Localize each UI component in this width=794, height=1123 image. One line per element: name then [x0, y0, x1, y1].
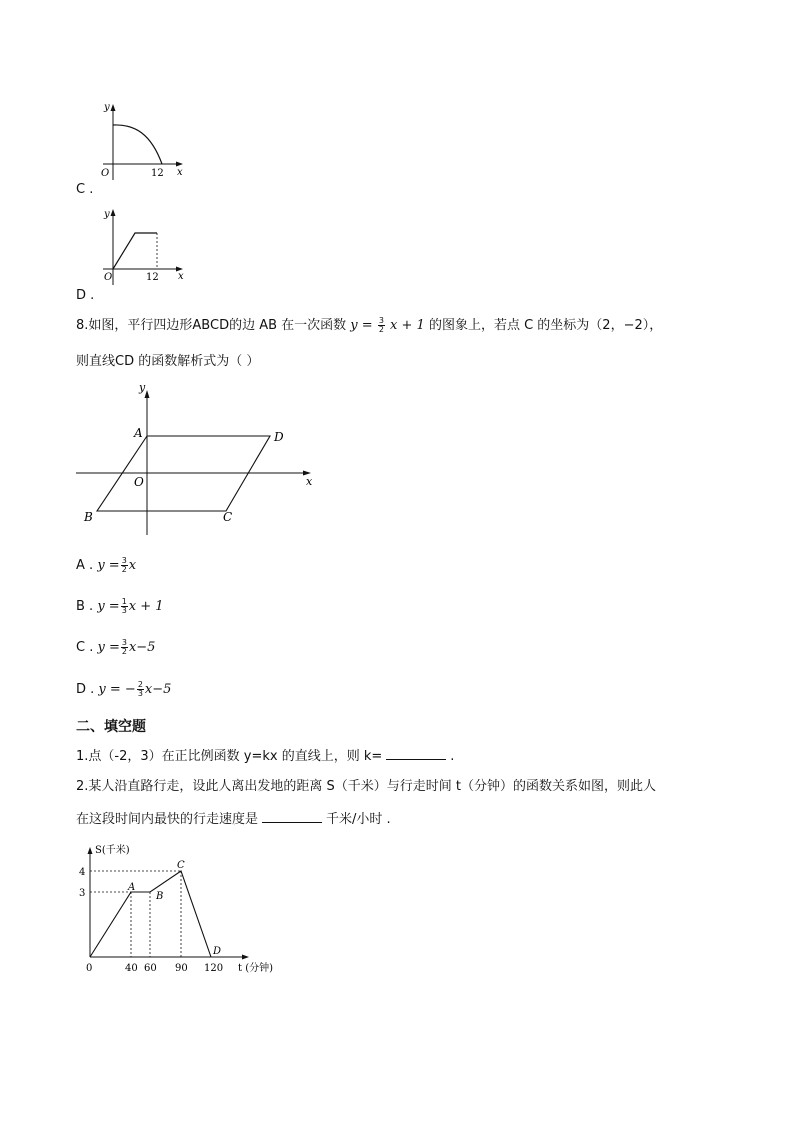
parallelogram-svg — [70, 385, 330, 545]
graph-d-origin: O — [104, 272, 113, 283]
fill-question-2-line-2: 在这段时间内最快的行走速度是 千米/小时 . — [76, 812, 391, 827]
point-c-label: C — [223, 510, 233, 524]
y-tick-3: 3 — [79, 888, 86, 899]
y-tick-4: 4 — [79, 867, 86, 878]
graph-c-y-label: y — [104, 102, 110, 113]
graph-c-origin: O — [101, 168, 110, 179]
question-8-eq-fraction: $\frac{3}{2}$ — [378, 316, 384, 334]
point-b-label: B — [84, 510, 93, 524]
graph-d-x-label: x — [178, 271, 184, 282]
point-d-label: D — [274, 430, 284, 444]
point-d-graph: D — [213, 946, 222, 957]
answer-blank-2[interactable] — [262, 810, 322, 823]
question-8-line-1 — [76, 317, 662, 335]
point-a-graph: A — [128, 882, 136, 893]
option-c-label-top: C . — [76, 182, 94, 197]
x-tick-120: 120 — [204, 963, 224, 974]
section-title: 二、填空题 — [76, 719, 146, 735]
fill-question-1: 1.点（-2，3）在正比例函数 y=kx 的直线上，则 k= . — [76, 749, 455, 764]
graph-d-svg — [95, 205, 195, 290]
answer-blank-1[interactable] — [386, 747, 446, 760]
s-axis-label: S(千米) — [95, 845, 130, 856]
question-8-eq-suffix: x + 1 — [390, 318, 425, 333]
parallelogram-figure — [70, 385, 330, 545]
x-tick-0: 0 — [86, 963, 93, 974]
graph-c-tick: 12 — [151, 168, 164, 179]
graph-c-x-label: x — [177, 167, 183, 178]
point-c-graph: C — [177, 860, 185, 871]
t-axis-label: t (分钟) — [238, 963, 273, 974]
option-b[interactable]: B . y = $\frac{1}{3}$ x + 1 — [76, 597, 164, 615]
fill-question-2-line-1: 2.某人沿直路行走，设此人离出发地的距离 S（千米）与行走时间 t（分钟）的函数关系如图，则此人 — [76, 779, 657, 794]
question-8-text-2: 的图象上，若点 C 的坐标为（2，−2）， — [428, 318, 663, 333]
question-8-text-1: 8.如图，平行四边形ABCD的边 AB 在一次函数 — [76, 318, 347, 333]
graph-d-tick: 12 — [146, 272, 159, 283]
point-a-label: A — [134, 426, 143, 440]
x-tick-40: 40 — [125, 963, 138, 974]
question-8-line-2: 则直线CD 的函数解析式为（ ） — [76, 354, 260, 369]
point-o-label: O — [134, 475, 144, 489]
point-b-graph: B — [156, 891, 164, 902]
option-d[interactable]: D . y = − $\frac{2}{3}$ x−5 — [76, 680, 172, 698]
graph-d — [95, 205, 195, 290]
distance-time-svg — [76, 840, 286, 980]
distance-time-graph — [76, 840, 286, 980]
option-a[interactable]: A . y = $\frac{3}{2}$ x — [76, 556, 137, 574]
parallelogram-x-label: x — [306, 475, 313, 488]
graph-c — [95, 100, 195, 185]
parallelogram-y-label: y — [139, 385, 146, 394]
option-c[interactable]: C . y = $\frac{3}{2}$ x−5 — [76, 638, 156, 656]
option-d-label-top: D . — [76, 288, 95, 303]
x-tick-90: 90 — [175, 963, 188, 974]
question-8-eq-prefix: y = — [350, 318, 373, 333]
graph-c-svg — [95, 100, 195, 185]
x-tick-60: 60 — [144, 963, 157, 974]
graph-d-y-label: y — [104, 209, 110, 220]
